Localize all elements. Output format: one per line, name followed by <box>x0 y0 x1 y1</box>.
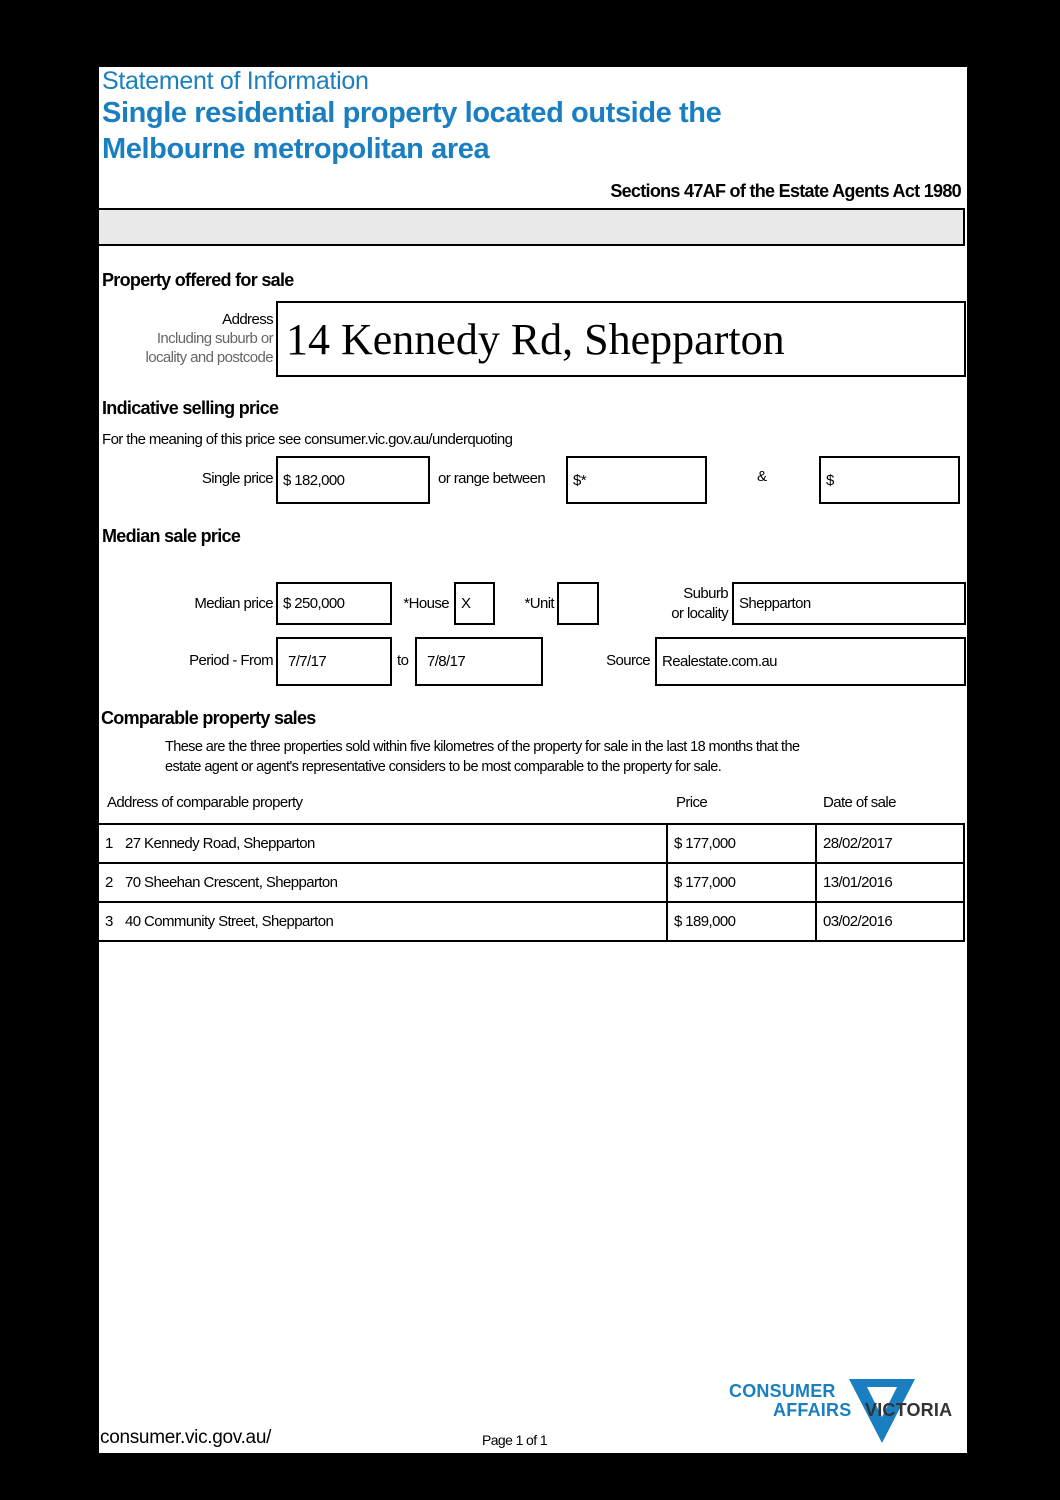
document-title-line1: Single residential property located outside the <box>102 97 722 129</box>
period-to-value: 7/8/17 <box>427 653 466 670</box>
range-from-value: $* <box>573 471 586 489</box>
row-number: 3 <box>105 913 113 930</box>
comparable-date: 13/01/2016 <box>816 863 964 902</box>
address-hint-line2: locality and postcode <box>145 349 273 366</box>
range-and-label: & <box>757 468 767 485</box>
comparable-date: 03/02/2016 <box>816 902 964 941</box>
house-label: *House <box>403 595 449 612</box>
logo-text-victoria: VICTORIA <box>865 1400 953 1420</box>
table-row <box>99 824 964 863</box>
period-from-field[interactable] <box>276 637 392 686</box>
table-row <box>99 863 964 902</box>
row-number: 2 <box>105 874 113 891</box>
comparable-sales-table <box>99 823 965 942</box>
column-header-price: Price <box>676 794 708 811</box>
house-checkbox[interactable] <box>454 582 495 625</box>
suburb-value: Shepparton <box>739 595 811 612</box>
price-meaning-text: For the meaning of this price see consumer.vic.gov.au/underquoting <box>102 431 513 448</box>
source-value: Realestate.com.au <box>662 653 777 670</box>
comparable-price: $ 177,000 <box>667 863 816 902</box>
period-to-label: to <box>397 652 409 669</box>
comparable-description-line1: These are the three properties sold within five kilometres of the property for sale in the last 18 months that the <box>165 739 800 755</box>
single-price-field[interactable] <box>276 456 430 504</box>
address-hint-line1: Including suburb or <box>156 330 273 347</box>
single-price-value: $ 182,000 <box>283 471 345 489</box>
period-from-label: Period - From <box>189 652 273 669</box>
comparable-address: 70 Sheehan Crescent, Shepparton <box>125 874 338 891</box>
document-page <box>99 67 967 1453</box>
footer-website[interactable]: consumer.vic.gov.au/ <box>100 1427 272 1448</box>
source-label: Source <box>606 652 650 669</box>
section-title-property: Property offered for sale <box>102 270 294 290</box>
range-from-field[interactable] <box>566 456 707 504</box>
house-checkbox-value: X <box>461 595 471 612</box>
range-to-field[interactable] <box>819 456 960 504</box>
header-band <box>99 208 965 246</box>
address-field[interactable] <box>276 301 966 377</box>
range-to-value: $ <box>826 471 834 489</box>
column-header-date: Date of sale <box>823 794 896 811</box>
logo-text-consumer: CONSUMER <box>729 1381 836 1401</box>
row-number: 1 <box>105 835 113 852</box>
range-between-label: or range between <box>438 470 546 487</box>
period-to-field[interactable] <box>415 637 543 686</box>
unit-label: *Unit <box>524 595 554 612</box>
act-reference: Sections 47AF of the Estate Agents Act 1980 <box>610 181 961 201</box>
single-price-label: Single price <box>201 470 273 487</box>
section-title-comparable: Comparable property sales <box>101 708 316 728</box>
section-title-median: Median sale price <box>102 526 241 546</box>
document-subtitle: Statement of Information <box>102 67 369 95</box>
median-price-value: $ 250,000 <box>283 595 345 612</box>
section-title-indicative: Indicative selling price <box>102 398 279 418</box>
comparable-address: 40 Community Street, Shepparton <box>125 913 334 930</box>
consumer-affairs-victoria-logo <box>727 1375 967 1451</box>
unit-checkbox[interactable] <box>557 582 599 625</box>
comparable-address: 27 Kennedy Road, Shepparton <box>125 835 315 852</box>
comparable-description-line2: estate agent or agent's representative considers to be most comparable to the property for sale. <box>165 759 722 775</box>
document-title-line2: Melbourne metropolitan area <box>102 133 490 165</box>
logo-text-affairs: AFFAIRS <box>773 1400 852 1420</box>
page-number: Page 1 of 1 <box>482 1432 548 1448</box>
comparable-address-cell <box>99 863 667 902</box>
source-field[interactable] <box>655 637 966 686</box>
address-value: 14 Kennedy Rd, Shepparton <box>286 314 785 364</box>
suburb-label-line1: Suburb <box>683 585 728 602</box>
suburb-label-line2: or locality <box>671 605 728 622</box>
comparable-price: $ 189,000 <box>667 902 816 941</box>
period-from-value: 7/7/17 <box>288 653 327 670</box>
column-header-address: Address of comparable property <box>107 794 303 811</box>
comparable-address-cell <box>99 902 667 941</box>
address-label: Address <box>222 311 273 328</box>
comparable-address-cell <box>99 824 667 863</box>
median-price-label: Median price <box>194 595 273 612</box>
median-price-field[interactable] <box>276 582 392 625</box>
suburb-field[interactable] <box>732 582 966 625</box>
table-row <box>99 902 964 941</box>
comparable-date: 28/02/2017 <box>816 824 964 863</box>
comparable-price: $ 177,000 <box>667 824 816 863</box>
